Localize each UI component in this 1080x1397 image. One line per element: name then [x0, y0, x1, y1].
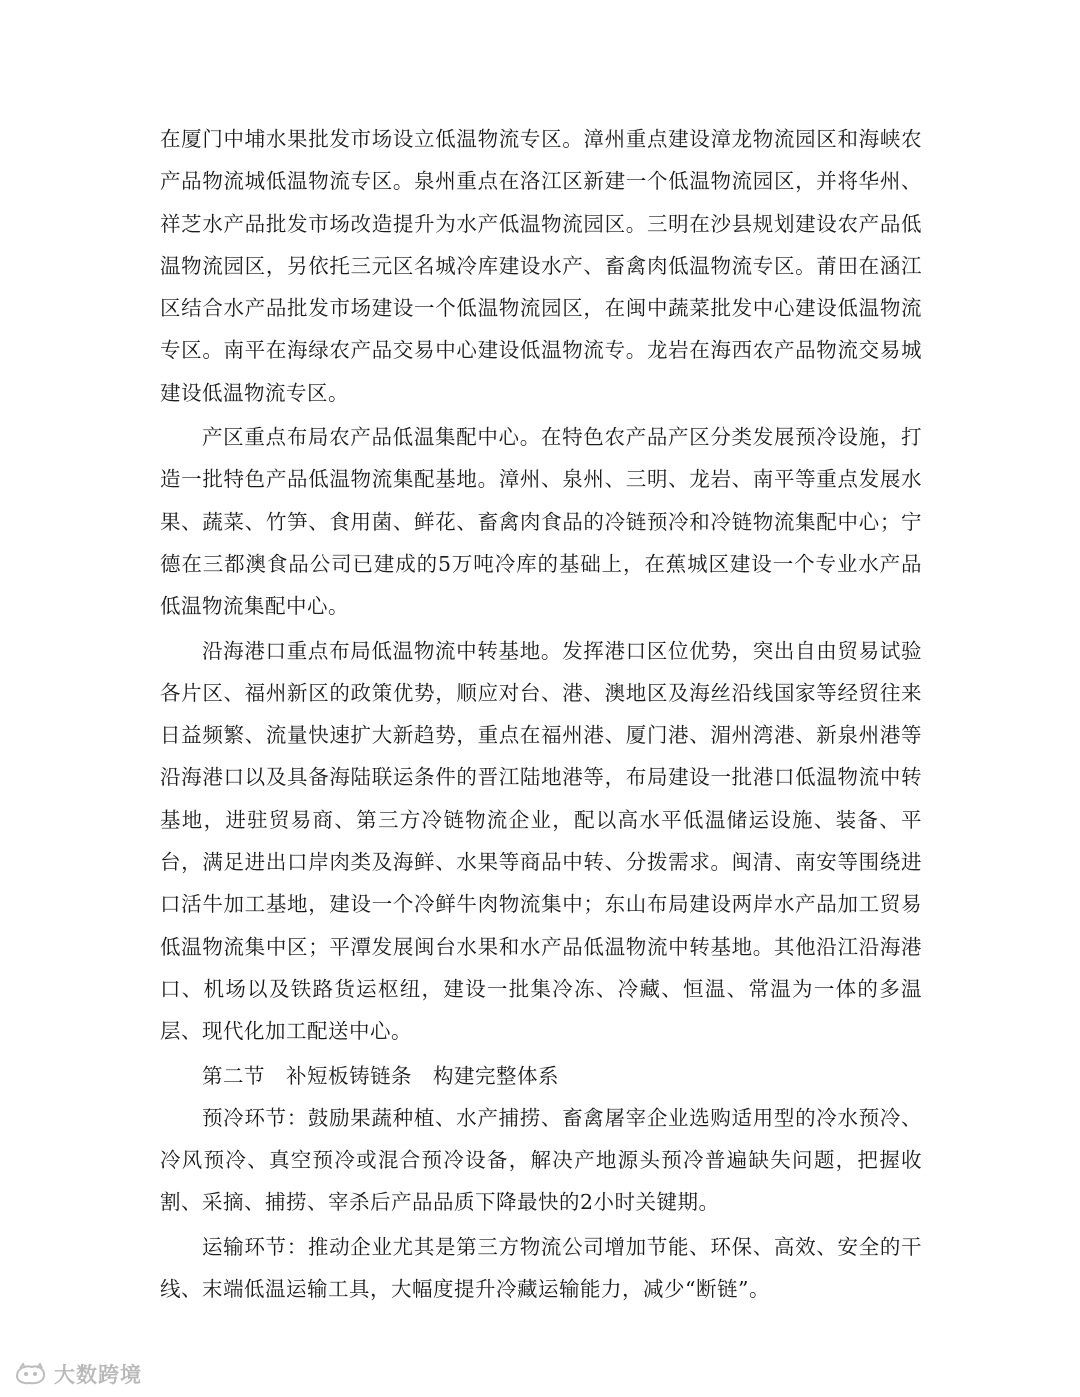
- paragraph-4: 预冷环节：鼓励果蔬种植、水产捕捞、畜禽屠宰企业选购适用型的冷水预冷、冷风预冷、真空预冷或混合预冷设备，解决产地源头预冷普遍缺失问题，把握收割、采摘、捕捞、宰杀后产品品质下降最快的2小时关键期。: [160, 1105, 922, 1215]
- paragraph-3: 沿海港口重点布局低温物流中转基地。发挥港口区位优势，突出自由贸易试验各片区、福州新区的政策优势，顺应对台、港、澳地区及海丝沿线国家等经贸往来日益频繁、流量快速扩大新趋势，重点在福州港、厦门港、湄州湾港、新泉州港等沿海港口以及具备海陆联运条件的晋江陆地港等，布局建设一批港口低温物流中转基地，进驻贸易商、第三方冷链物流企业，配以高水平低温储运设施、装备、平台，满足进出口岸肉类及海鲜、水果等商品中转、分拨需求。闽清、南安等围绕进口活牛加工基地，建设一个冷鲜牛肉物流集中；东山布局建设两岸水产品加工贸易低温物流集中区；平潭发展闽台水果和水产品低温物流中转基地。其他沿江沿海港口、机场以及铁路货运枢纽，建设一批集冷冻、冷藏、恒温、常温为一体的多温层、现代化加工配送中心。: [160, 638, 922, 1044]
- paragraph-5: 运输环节：推动企业尤其是第三方物流公司增加节能、环保、高效、安全的干线、末端低温运输工具，大幅度提升冷藏运输能力，减少“断链”。: [160, 1234, 922, 1302]
- section-heading: 第二节 补短板铸链条 构建完整体系: [202, 1063, 559, 1088]
- paragraph-1: 在厦门中埔水果批发市场设立低温物流专区。漳州重点建设漳龙物流园区和海峡农产品物流城低温物流专区。泉州重点在洛江区新建一个低温物流园区，并将华州、祥芝水产品批发市场改造提升为水产低温物流园区。三明在沙县规划建设农产品低温物流园区，另依托三元区名城冷库建设水产、畜禽肉低温物流专区。莆田在涵江区结合水产品批发市场建设一个低温物流园区，在闽中蔬菜批发中心建设低温物流专区。南平在海绿农产品交易中心建设低温物流专。龙岩在海西农产品物流交易城建设低温物流专区。: [160, 127, 922, 405]
- document-page: [160, 118, 922, 1310]
- watermark-text: 大数跨境: [54, 1363, 142, 1387]
- paragraph-2: 产区重点布局农产品低温集配中心。在特色农产品产区分类发展预冷设施，打造一批特色产品低温物流集配基地。漳州、泉州、三明、龙岩、南平等重点发展水果、蔬菜、竹笋、食用菌、鲜花、畜禽肉食品的冷链预冷和冷链物流集配中心；宁德在三都澳食品公司已建成的5万吨冷库的基础上，在蕉城区建设一个专业水产品低温物流集配中心。: [160, 425, 922, 619]
- tiger-logo-icon: [14, 1362, 48, 1386]
- watermark: [14, 1359, 142, 1389]
